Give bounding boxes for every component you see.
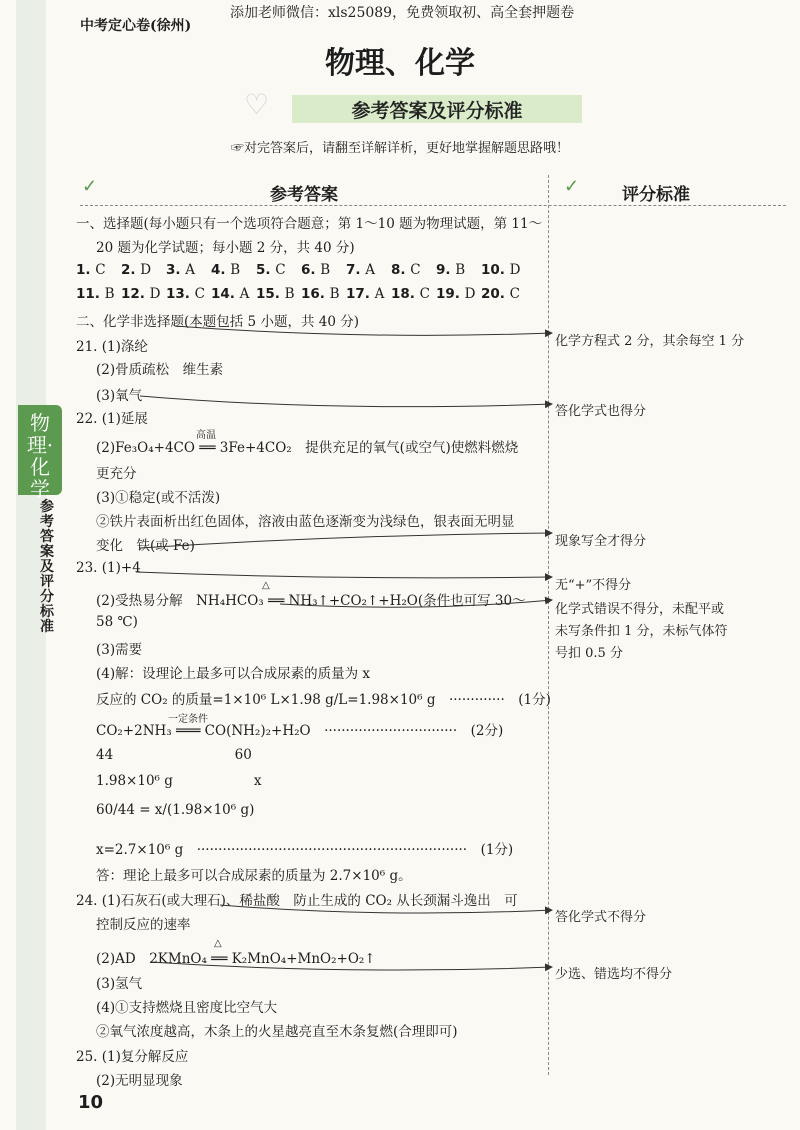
answer-line: 60/44 = x/(1.98×10⁶ g) (96, 802, 255, 818)
side-tab-label: 物理·化学 (26, 411, 54, 501)
section-heading: 二、化学非选择题(本题包括 5 小题，共 40 分) (76, 314, 359, 330)
arrow (140, 533, 552, 548)
series-label: 中考定心卷(徐州) (80, 18, 192, 34)
answer-line: (2)AD 2KMnO₄ ══ K₂MnO₄+MnO₂+O₂↑ (96, 951, 376, 967)
answer-line: 44 60 (96, 747, 252, 763)
answer-line: 24. (1)石灰石(或大理石)、稀盐酸 防止生成的 CO₂ 从长颈漏斗逸出 可 (76, 893, 518, 909)
answer-line: (4)①支持燃烧且密度比空气大 (96, 1000, 278, 1016)
mc-answer: 6. B (301, 262, 331, 278)
answer-line: (2)无明显现象 (96, 1073, 183, 1089)
mc-answer: 14. A (211, 286, 250, 302)
arrow (175, 326, 552, 335)
reaction-condition: 高温 (196, 430, 216, 441)
side-caption: 参考答案及评分标准 (40, 499, 54, 635)
mc-answer: 9. B (436, 262, 466, 278)
answer-line: 答：理论上最多可以合成尿素的质量为 2.7×10⁶ g。 (96, 868, 412, 884)
answer-line: ②氧气浓度越高，木条上的火星越亮直至木条复燃(合理即可) (96, 1024, 458, 1040)
scoring-note: 未写条件扣 1 分，未标气体符 (555, 624, 728, 639)
scoring-note: 化学方程式 2 分，其余每空 1 分 (555, 334, 745, 349)
mc-answer: 10. D (481, 262, 521, 278)
check-icon: ✓ (564, 176, 580, 197)
answer-line: 更充分 (96, 466, 137, 482)
answer-line: 1.98×10⁶ g x (96, 773, 262, 789)
mc-answer: 1. C (76, 262, 106, 278)
scoring-note: 少选、错选均不得分 (555, 967, 673, 982)
check-icon: ✓ (82, 176, 98, 197)
mc-answer: 4. B (211, 262, 241, 278)
arrow (280, 600, 552, 607)
scoring-note: 答化学式也得分 (555, 404, 647, 419)
mc-answer: 11. B (76, 286, 115, 302)
mc-answer: 17. A (346, 286, 385, 302)
mc-answer: 8. C (391, 262, 421, 278)
answer-line: (2)骨质疏松 维生素 (96, 362, 224, 378)
answer-line: 25. (1)复分解反应 (76, 1049, 189, 1065)
mc-answer: 19. D (436, 286, 476, 302)
answer-line: 23. (1)+4 (76, 560, 141, 576)
section-heading-cont: 20 题为化学试题；每小题 2 分，共 40 分) (96, 240, 355, 256)
mc-answer: 13. C (166, 286, 205, 302)
page-number: 10 (78, 1092, 104, 1113)
banner-title: 参考答案及评分标准 (351, 100, 523, 122)
mc-answer: 20. C (481, 286, 520, 302)
instruction-note: ☞对完答案后，请翻至详解详析，更好地掌握解题思路哦！ (230, 141, 569, 156)
answer-line: x=2.7×10⁶ g ······························································· (1分) (96, 842, 514, 858)
arrow (136, 572, 552, 578)
answer-line: 22. (1)延展 (76, 411, 148, 427)
scoring-note: 答化学式不得分 (555, 910, 647, 925)
mc-answer: 18. C (391, 286, 430, 302)
mc-answer: 15. B (256, 286, 295, 302)
mc-answer: 3. A (166, 262, 195, 278)
section-heading: 一、选择题(每小题只有一个选项符合题意；第 1～10 题为物理试题，第 11～ (76, 216, 543, 232)
answer-line: (3)需要 (96, 642, 143, 658)
answer-line: (4)解：设理论上最多可以合成尿素的质量为 x (96, 666, 371, 682)
answer-line: 21. (1)涤纶 (76, 339, 148, 355)
scoring-note: 号扣 0.5 分 (555, 646, 623, 661)
arrow (140, 396, 552, 407)
page-title: 物理、化学 (325, 46, 475, 81)
arrow (220, 905, 552, 913)
answer-line: ②铁片表面析出红色固体，溶液由蓝色逐渐变为浅绿色，银表面无明显 (96, 514, 515, 530)
answer-line: (3)①稳定(或不活泼) (96, 490, 221, 506)
reaction-condition: △ (214, 938, 222, 949)
watermark-text: 添加老师微信：xls25089，免费领取初、高全套押题卷 (230, 5, 575, 21)
reaction-condition: 一定条件 (168, 714, 208, 725)
scoring-note: 化学式错误不得分，未配平或 (555, 602, 725, 617)
answer-line: 反应的 CO₂ 的质量=1×10⁶ L×1.98 g/L=1.98×10⁶ g ············· (1分) (96, 692, 551, 708)
mc-answer: 7. A (346, 262, 375, 278)
answer-line: (2)受热易分解 NH₄HCO₃ ══ NH₃↑+CO₂↑+H₂O(条件也可写 30～ (96, 593, 526, 609)
score-header: 评分标准 (622, 185, 690, 205)
answer-line: 控制反应的速率 (96, 917, 191, 933)
mc-answer: 5. C (256, 262, 286, 278)
heart-icon: ♡ (244, 88, 270, 121)
arrow (150, 962, 552, 970)
mc-answer: 2. D (121, 262, 152, 278)
scoring-note: 无“+”不得分 (555, 578, 632, 593)
answer-line: CO₂+2NH₃ ═══ CO(NH₂)₂+H₂O ······························· (2分) (96, 723, 504, 739)
reaction-condition: △ (262, 580, 270, 591)
answer-line: (3)氢气 (96, 976, 143, 992)
mc-answer: 16. B (301, 286, 340, 302)
scoring-note: 现象写全才得分 (555, 534, 647, 549)
answer-line: (3)氧气 (96, 388, 143, 404)
answer-line: 变化 铁(或 Fe) (96, 538, 195, 554)
answer-header: 参考答案 (270, 185, 338, 205)
answer-line: (2)Fe₃O₄+4CO ══ 3Fe+4CO₂ 提供充足的氧气(或空气)使燃料燃烧 (96, 440, 519, 456)
mc-answer: 12. D (121, 286, 161, 302)
answer-line: 58 ℃) (96, 614, 138, 630)
